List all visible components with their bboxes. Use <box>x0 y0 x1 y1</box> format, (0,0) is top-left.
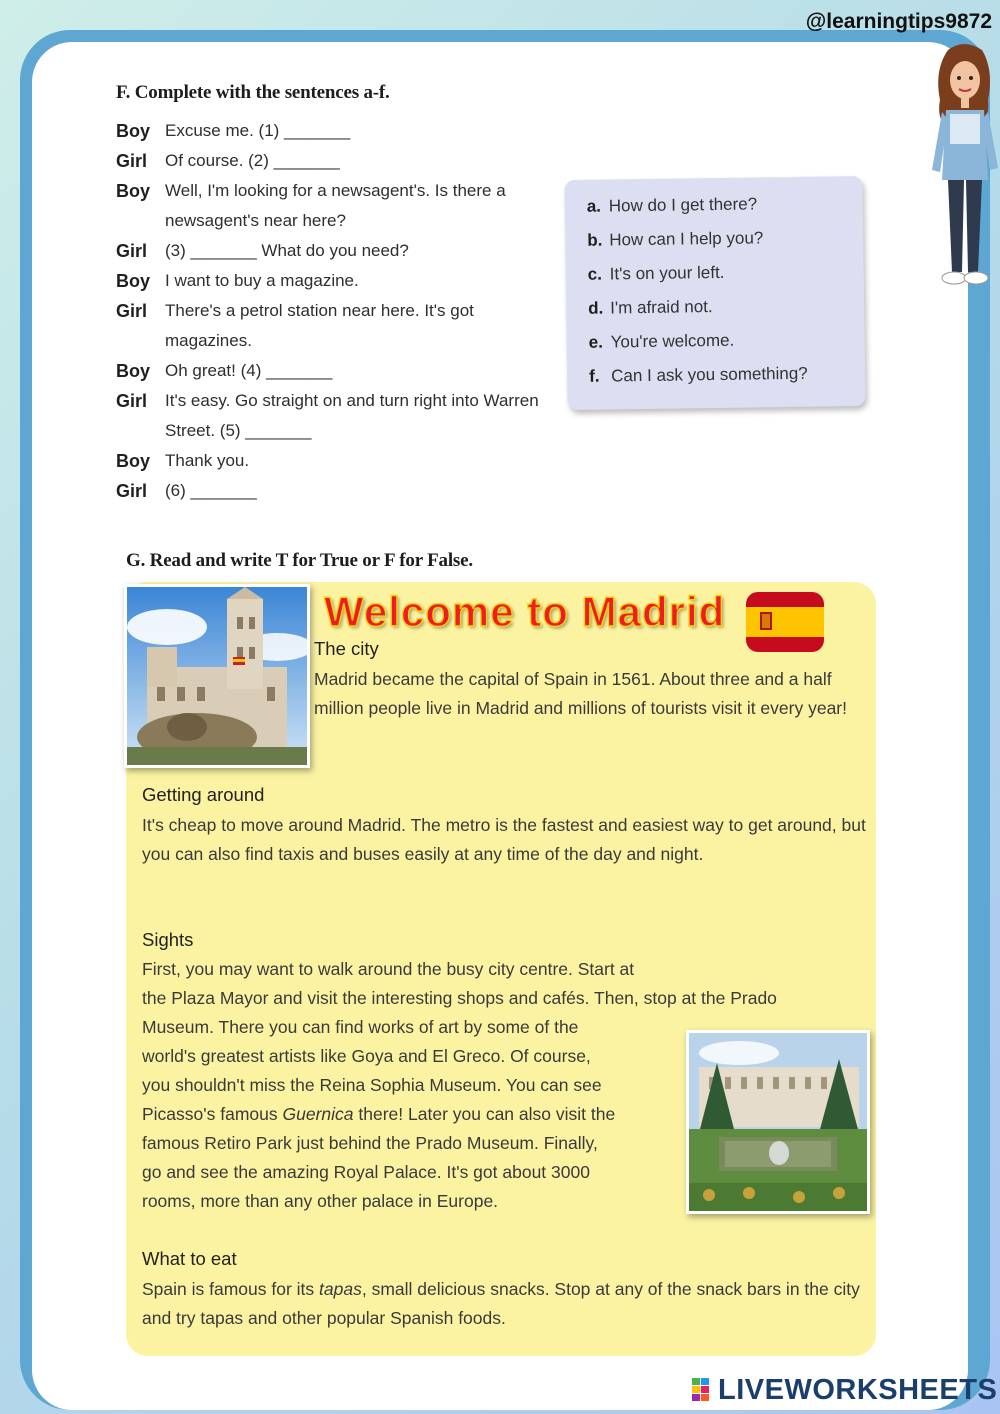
dialog-line <box>116 236 556 266</box>
speaker: Boy <box>116 451 151 471</box>
speaker: Girl <box>116 241 148 261</box>
speaker: Boy <box>116 181 151 201</box>
dialog-text: (3) _______ What do you need? <box>165 241 409 260</box>
option-text: I'm afraid not. <box>610 297 713 318</box>
sights-line: Museum. There you can find works of art by some of the <box>142 1017 579 1037</box>
sights-line: rooms, more than any other palace in Europe. <box>142 1191 499 1211</box>
options-box <box>564 176 865 410</box>
option-text: How do I get there? <box>608 194 758 216</box>
spain-flag-icon <box>746 592 824 652</box>
option-letter: a. <box>586 196 602 216</box>
speaker: Girl <box>116 481 148 501</box>
getting-around-paragraph: It's cheap to move around Madrid. The metro is the fastest and easiest way to get around, but you can also find taxis and buses easily at any time of the day and night. <box>142 815 866 864</box>
option-text: It's on your left. <box>609 262 725 284</box>
eat-text: Spain is famous for its <box>142 1279 315 1299</box>
option-item <box>565 254 863 292</box>
dialog-line <box>116 296 556 356</box>
option-text: Can I ask you something? <box>611 363 808 386</box>
dialog-line <box>116 386 556 446</box>
speaker: Girl <box>116 391 148 411</box>
dialog-line <box>116 476 556 506</box>
dialog-line <box>116 356 556 386</box>
city-heading: The city <box>314 638 379 659</box>
teacher-avatar-illustration <box>928 40 1000 290</box>
welcome-title: Welcome to Madrid <box>324 588 726 635</box>
what-to-eat-heading: What to eat <box>142 1248 237 1269</box>
dialog-text: Oh great! (4) _______ <box>165 361 333 380</box>
sights-line: First, you may want to walk around the busy city centre. Start at <box>142 959 635 979</box>
dialog-text: Well, I'm looking for a newsagent's. Is there a newsagent's near here? <box>165 181 506 230</box>
sights-line: the Plaza Mayor and visit the interesting shops and cafés. Then, stop at the Prado <box>142 988 777 1008</box>
sights-line: famous Retiro Park just behind the Prado Museum. Finally, <box>142 1133 598 1153</box>
madrid-city-hall-photo <box>124 584 310 768</box>
speaker: Boy <box>116 271 151 291</box>
royal-palace-photo <box>686 1030 870 1214</box>
eat-text: , small delicious snacks. Stop at any of the snack bars in the city and try tapas and other popular Spanish foods. <box>142 1279 860 1328</box>
option-item <box>566 322 864 360</box>
option-text: How can I help you? <box>609 228 764 250</box>
option-letter: f. <box>589 366 600 386</box>
option-letter: d. <box>588 298 604 318</box>
option-item <box>565 186 863 224</box>
option-letter: e. <box>588 332 603 352</box>
option-letter: b. <box>587 230 603 250</box>
sights-line: you shouldn't miss the Reina Sophia Museum. You can see <box>142 1075 602 1095</box>
sights-line: go and see the amazing Royal Palace. It's got about 3000 <box>142 1162 590 1182</box>
guernica-title: Guernica <box>282 1104 354 1124</box>
tapas-word: tapas <box>319 1279 362 1299</box>
sights-heading: Sights <box>142 929 194 950</box>
dialog-text: Thank you. <box>165 451 250 470</box>
dialog-text: There's a petrol station near here. It's got magazines. <box>165 301 474 350</box>
what-to-eat-paragraph <box>142 1275 868 1333</box>
channel-handle: @learningtips9872 <box>805 10 992 33</box>
dialog-text: I want to buy a magazine. <box>165 271 359 290</box>
liveworksheets-logo-icon <box>692 1378 710 1402</box>
dialog-line <box>116 116 556 146</box>
liveworksheets-brand: LIVEWORKSHEETS <box>718 1374 998 1406</box>
dialog-text: Excuse me. (1) _______ <box>165 121 351 140</box>
sights-text: there! Later you can also visit the <box>358 1104 616 1124</box>
speaker: Boy <box>116 121 151 141</box>
option-text: You're welcome. <box>610 330 735 352</box>
option-item <box>566 288 864 326</box>
getting-around-heading: Getting around <box>142 784 265 805</box>
dialog-list <box>116 116 556 506</box>
option-item <box>567 356 865 394</box>
dialog-line <box>116 266 556 296</box>
speaker: Girl <box>116 301 148 321</box>
option-letter: c. <box>587 264 603 284</box>
speaker: Girl <box>116 151 148 171</box>
speaker: Boy <box>116 361 151 381</box>
city-paragraph: Madrid became the capital of Spain in 1561. About three and a half million people live in Madrid and millions of tourists visit it every year! <box>314 669 847 718</box>
dialog-line <box>116 446 556 476</box>
sights-line: world's greatest artists like Goya and El Greco. Of course, <box>142 1046 591 1066</box>
dialog-text: Of course. (2) _______ <box>165 151 340 170</box>
sights-text: Picasso's famous <box>142 1104 278 1124</box>
dialog-text: It's easy. Go straight on and turn right into Warren Street. (5) _______ <box>165 391 539 440</box>
dialog-line <box>116 146 556 176</box>
exercise-f-title: F. Complete with the sentences a-f. <box>116 82 390 103</box>
option-item <box>565 220 863 258</box>
dialog-text: (6) _______ <box>165 481 257 500</box>
exercise-g-title: G. Read and write T for True or F for False. <box>126 550 473 571</box>
dialog-line <box>116 176 556 236</box>
